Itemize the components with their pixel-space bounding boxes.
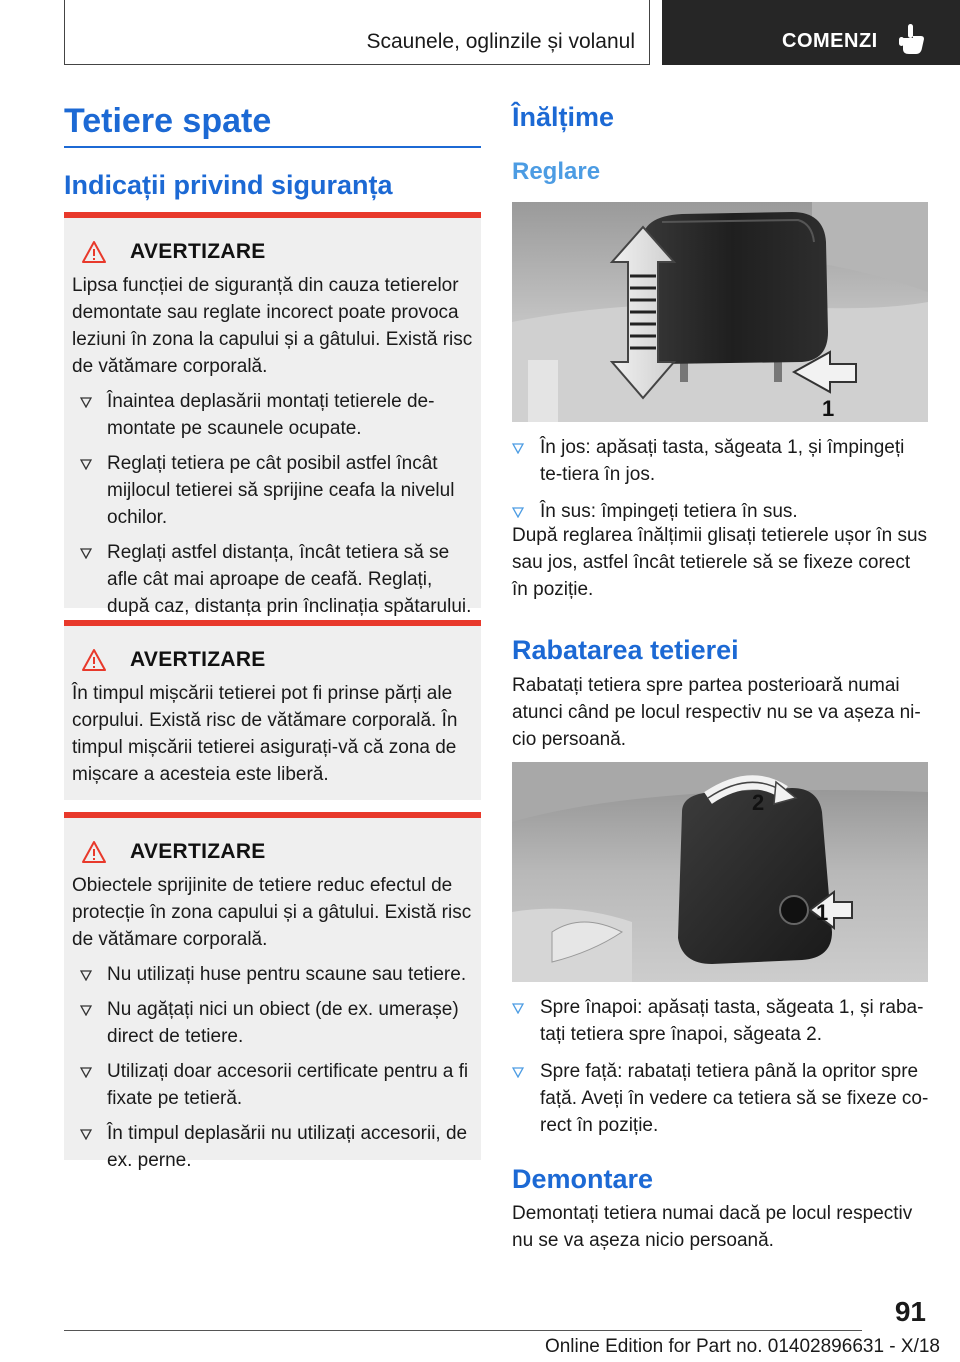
list-item: În timpul deplasării nu utilizați accesorii, de ex. perne.: [72, 1120, 473, 1174]
warning-text: În timpul mișcării tetierei pot fi prinse părți ale corpului. Există risc de vătămare corporală. În timpul mișcării tetierei asigurați-vă că zona de mișcare a acesteia este liberă.: [72, 683, 458, 785]
adjust-subheading: Reglare: [512, 158, 601, 185]
bullet-triangle-icon: [512, 506, 524, 518]
remove-heading: Demontare: [512, 1164, 654, 1194]
list-item: Utilizați doar accesorii certificate pentru a fi fixate pe tetieră.: [72, 1058, 473, 1112]
warning-triangle-icon: [82, 240, 106, 264]
warning-triangle-icon: [82, 648, 106, 672]
list-item: Spre față: rabatați tetiera până la opritor spre față. Aveți în vedere ca tetiera să se fixeze co-rect în poziție.: [512, 1058, 930, 1139]
list-item: Înaintea deplasării montați tetierele de-montate pe scaunele ocupate.: [72, 388, 473, 442]
list-item: Reglați tetiera pe cât posibil astfel încât mijlocul tetierei să sprijine ceafa la nivelul ochilor.: [72, 450, 473, 531]
footer-divider: [64, 1330, 862, 1331]
bullet-triangle-icon: [512, 442, 524, 454]
list-item: Nu agățați nici un obiect (de ex. umerașe) direct de tetiere.: [72, 996, 473, 1050]
header-section-box: [64, 0, 650, 65]
warning-list: [72, 961, 473, 1174]
warning-list: [72, 388, 473, 620]
adjust-list: [512, 434, 930, 535]
header-chapter-label: COMENZI: [782, 30, 878, 52]
bullet-triangle-icon: [80, 1128, 92, 1140]
fold-paragraph: Rabatați tetiera spre partea posterioară numai atunci când pe locul respectiv nu se va așeza ni-cio persoană.: [512, 675, 921, 750]
bullet-triangle-icon: [80, 458, 92, 470]
warning-text: Lipsa funcției de siguranță din cauza tetierelor demontate sau reglate incorect poate provoca leziuni în zona la capului și a gâtului. Există risc de vătămare corporală.: [72, 275, 473, 377]
header-chapter-tab[interactable]: [662, 0, 960, 65]
remove-paragraph: Demontați tetiera numai dacă pe locul respectiv nu se va așeza nicio persoană.: [512, 1203, 913, 1251]
footer-edition: Online Edition for Part no. 01402896631 - X/18: [544, 1336, 940, 1357]
warning-title: AVERTIZARE: [130, 840, 266, 863]
warning-box-1: [64, 212, 481, 617]
bullet-triangle-icon: [80, 969, 92, 981]
fold-list: [512, 994, 930, 1149]
page-title: Tetiere spate: [64, 102, 272, 140]
adjust-paragraph: După reglarea înălțimii glisați tetierele ușor în sus sau jos, astfel încât tetierele să se fixeze corect în poziție.: [512, 525, 928, 600]
bullet-triangle-icon: [80, 547, 92, 559]
warning-title: AVERTIZARE: [130, 240, 266, 263]
hand-pointer-icon: [894, 22, 928, 56]
page-number: 91: [894, 1296, 926, 1327]
bullet-triangle-icon: [512, 1066, 524, 1078]
height-heading: Înălțime: [512, 102, 615, 132]
list-item: Nu utilizați huse pentru scaune sau tetiere.: [72, 961, 473, 988]
list-item: În sus: împingeți tetiera în sus.: [512, 498, 930, 525]
title-divider: [64, 146, 481, 148]
warning-box-3: [64, 812, 481, 1171]
warning-box-2: [64, 620, 481, 800]
bullet-triangle-icon: [512, 1002, 524, 1014]
fold-heading: Rabatarea tetierei: [512, 635, 739, 665]
headrest-fold-photo: [512, 762, 928, 982]
list-item: Spre înapoi: apăsați tasta, săgeata 1, și raba-tați tetiera spre înapoi, săgeata 2.: [512, 994, 930, 1048]
bullet-triangle-icon: [80, 396, 92, 408]
photo-arrow-label: 1: [822, 396, 835, 421]
warning-triangle-icon: [82, 840, 106, 864]
safety-subtitle: Indicații privind siguranța: [64, 170, 393, 200]
photo-arrow-label: 2: [752, 790, 765, 815]
list-item: În jos: apăsați tasta, săgeata 1, și împingeți te-tiera în jos.: [512, 434, 930, 488]
headrest-height-photo: [512, 202, 928, 422]
photo-arrow-label: 1: [816, 900, 829, 925]
warning-text: Obiectele sprijinite de tetiere reduc efectul de protecție în zona capului și a gâtului. Există risc de vătămare corporală.: [72, 875, 472, 950]
warning-title: AVERTIZARE: [130, 648, 266, 671]
header-section-title: Scaunele, oglinzile și volanul: [366, 30, 635, 53]
bullet-triangle-icon: [80, 1066, 92, 1078]
list-item: Reglați astfel distanța, încât tetiera să se afle cât mai aproape de ceafă. Reglați, după caz, distanța prin înclinația spătarului.: [72, 539, 473, 620]
bullet-triangle-icon: [80, 1004, 92, 1016]
